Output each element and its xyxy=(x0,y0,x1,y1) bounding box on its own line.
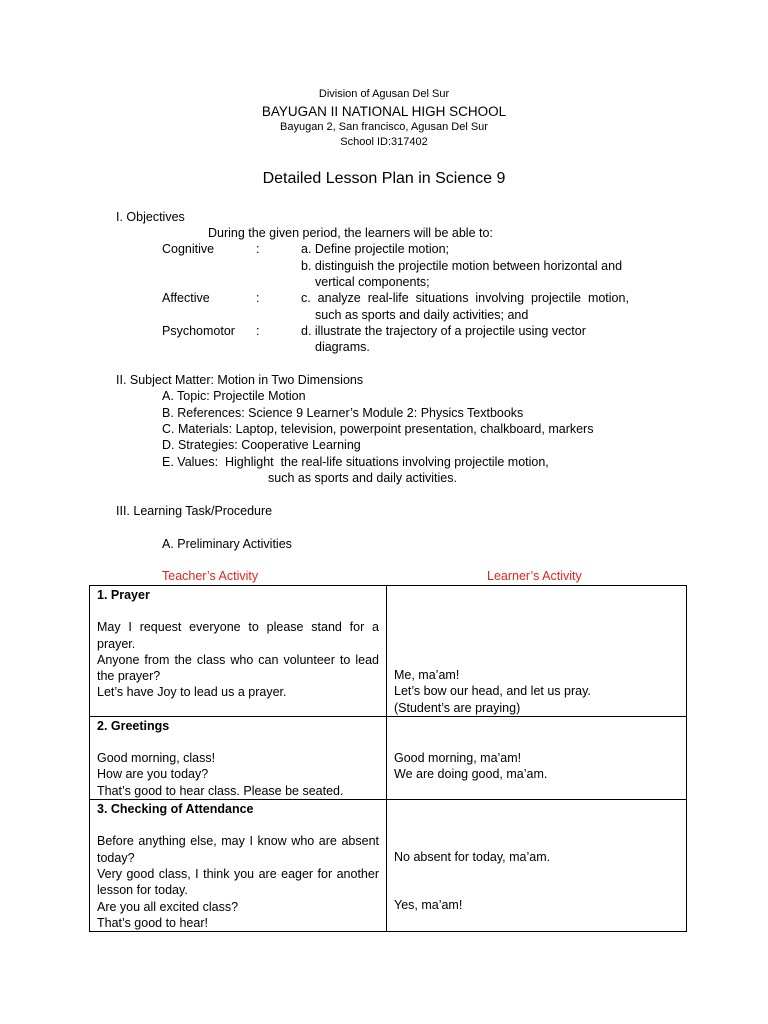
table-row xyxy=(90,716,687,799)
topic-line: A. Topic: Projectile Motion xyxy=(162,389,306,403)
section-title: 1. Prayer xyxy=(97,588,150,602)
objective-c-line1: c. analyze real-life situations involving projectile motion, xyxy=(301,291,629,305)
objective-d-line1: d. illustrate the trajectory of a projectile using vector xyxy=(301,324,586,338)
learner-cell xyxy=(387,586,687,717)
values-line1: E. Values: Highlight the real-life situations involving projectile motion, xyxy=(162,455,549,469)
affective-label: Affective xyxy=(162,291,210,305)
objective-b-line1: b. distinguish the projectile motion between horizontal and xyxy=(301,259,623,273)
learner-line: Me, ma’am! xyxy=(394,668,460,682)
objectives-intro: During the given period, the learners will be able to: xyxy=(208,226,493,240)
learner-line: (Student’s are praying) xyxy=(394,700,521,715)
psychomotor-label: Psychomotor xyxy=(162,324,235,338)
teacher-line: Very good class, I think you are eager for another lesson for today. xyxy=(97,866,379,898)
objective-b-line2: vertical components; xyxy=(315,275,430,289)
values-line2: such as sports and daily activities. xyxy=(268,471,457,485)
psychomotor-colon: : xyxy=(256,324,260,338)
page-title: Detailed Lesson Plan in Science 9 xyxy=(262,170,506,187)
references-line: B. References: Science 9 Learner’s Module 2: Physics Textbooks xyxy=(162,406,524,420)
objective-c-line2: such as sports and daily activities; and xyxy=(315,308,529,322)
cognitive-label: Cognitive xyxy=(162,242,215,256)
learner-line: Good morning, ma’am! xyxy=(394,750,522,765)
teacher-line: Anyone from the class who can volunteer to lead the prayer? xyxy=(97,652,379,684)
division-line: Division of Agusan Del Sur xyxy=(318,88,450,100)
teacher-line: Let’s have Joy to lead us a prayer. xyxy=(97,685,287,700)
learner-cell xyxy=(387,800,687,932)
teacher-cell xyxy=(90,586,387,717)
subject-matter-heading: II. Subject Matter: Motion in Two Dimensions xyxy=(116,373,364,387)
objective-a: a. Define projectile motion; xyxy=(301,242,449,256)
teacher-line: That’s good to hear! xyxy=(97,915,208,930)
learner-line: Yes, ma’am! xyxy=(394,898,463,913)
affective-colon: : xyxy=(256,291,260,305)
learner-cell xyxy=(387,716,687,799)
teacher-cell xyxy=(90,716,387,799)
teacher-line: May I request everyone to please stand for a prayer. xyxy=(97,620,379,651)
teacher-activity-header: Teacher’s Activity xyxy=(162,569,259,583)
learner-line: We are doing good, ma’am. xyxy=(394,767,548,782)
learner-activity-header: Learner’s Activity xyxy=(487,569,582,583)
teacher-line: That’s good to hear class. Please be seated. xyxy=(97,783,344,798)
learner-line: No absent for today, ma’am. xyxy=(394,850,551,865)
learner-line: Let’s bow our head, and let us pray. xyxy=(394,684,591,699)
teacher-line: Good morning, class! xyxy=(97,751,216,766)
teacher-cell xyxy=(90,800,387,932)
teacher-line: How are you today? xyxy=(97,767,209,782)
table-row xyxy=(90,586,687,717)
procedure-heading: III. Learning Task/Procedure xyxy=(116,504,273,518)
strategies-line: D. Strategies: Cooperative Learning xyxy=(162,438,361,452)
objectives-heading: I. Objectives xyxy=(116,210,185,224)
objective-d-line2: diagrams. xyxy=(315,340,370,354)
activity-table xyxy=(89,585,687,932)
materials-line: C. Materials: Laptop, television, powerpoint presentation, chalkboard, markers xyxy=(162,422,594,436)
cognitive-colon: : xyxy=(256,242,260,256)
school-id: School ID:317402 xyxy=(340,136,428,148)
section-title: 2. Greetings xyxy=(97,718,170,733)
teacher-line: Are you all excited class? xyxy=(97,899,239,914)
teacher-line: Before anything else, may I know who are absent today? xyxy=(97,834,379,865)
school-name: BAYUGAN II NATIONAL HIGH SCHOOL xyxy=(261,104,507,119)
section-title: 3. Checking of Attendance xyxy=(97,802,254,817)
preliminary-heading: A. Preliminary Activities xyxy=(162,537,292,551)
school-address: Bayugan 2, San francisco, Agusan Del Sur xyxy=(280,121,488,133)
table-row xyxy=(90,800,687,932)
